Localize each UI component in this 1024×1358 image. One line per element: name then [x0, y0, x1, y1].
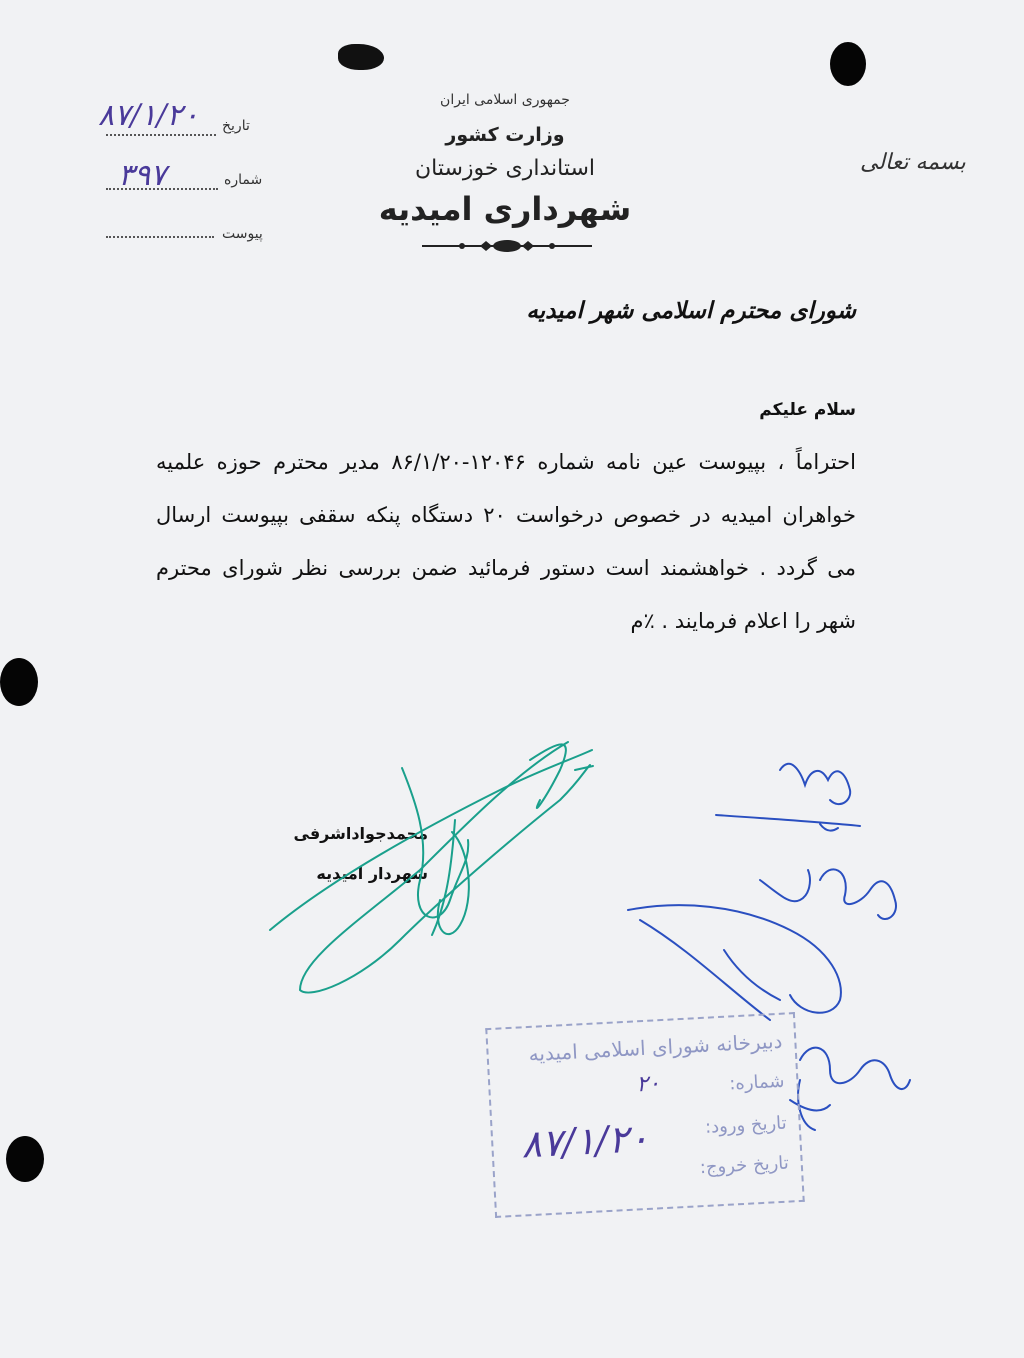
greeting: سلام علیکم: [759, 400, 856, 420]
stamp-exit-label: تاریخ خروج:: [699, 1152, 790, 1179]
torn-spot: [338, 44, 384, 70]
secretariat-stamp: [485, 1012, 805, 1218]
header-ministry: وزارت کشور: [445, 124, 565, 146]
attachment-label: پیوست: [222, 226, 263, 242]
signatory-title: شهردار امیدیه: [316, 864, 428, 883]
punch-hole-top: [830, 42, 866, 86]
addressee: شورای محترم اسلامی شهر امیدیه: [526, 298, 856, 324]
stamp-title: دبیرخانه شورای اسلامی امیدیه: [527, 1028, 783, 1066]
date-dots: [106, 134, 216, 136]
number-label: شماره: [224, 172, 263, 188]
stamp-number-label: شماره:: [728, 1070, 785, 1095]
header-province: استانداری خوزستان: [414, 156, 596, 181]
number-value: ۳۹۷: [118, 158, 167, 193]
date-label: تاریخ: [222, 118, 250, 134]
basmala: بسمه تعالی: [860, 150, 966, 175]
stamp-entry-value: ۸۷/۱/۲۰: [520, 1115, 651, 1167]
header-municipality: شهرداری امیدیه: [378, 190, 632, 228]
header-country: جمهوری اسلامی ایران: [440, 92, 570, 108]
punch-hole-middle: [0, 658, 38, 706]
attachment-dots: [106, 236, 214, 238]
letter-body: احتراماً ، بپیوست عین نامه شماره ۱۲۰۴۶-۸۶/۱/۲۰ مدیر محترم حوزه علمیه خواهران امیدیه در خصوص درخواست ۲۰ دستگاه پنکه سقفی بپیوست ارسال می گردد . خواهشمند است دستور فرمائید ضمن بررسی نظر شورای محترم شهر را اعلام فرمایند . ٪م: [156, 450, 856, 633]
stamp-entry-label: تاریخ ورود:: [704, 1112, 788, 1138]
punch-hole-bottom: [6, 1136, 44, 1182]
signatory-name: محمدجواداشرفی: [293, 824, 428, 843]
date-value: ۸۷/۱/۲۰: [98, 98, 199, 133]
header-ornament: [422, 238, 592, 254]
stamp-number-value: ۲۰: [635, 1071, 661, 1098]
